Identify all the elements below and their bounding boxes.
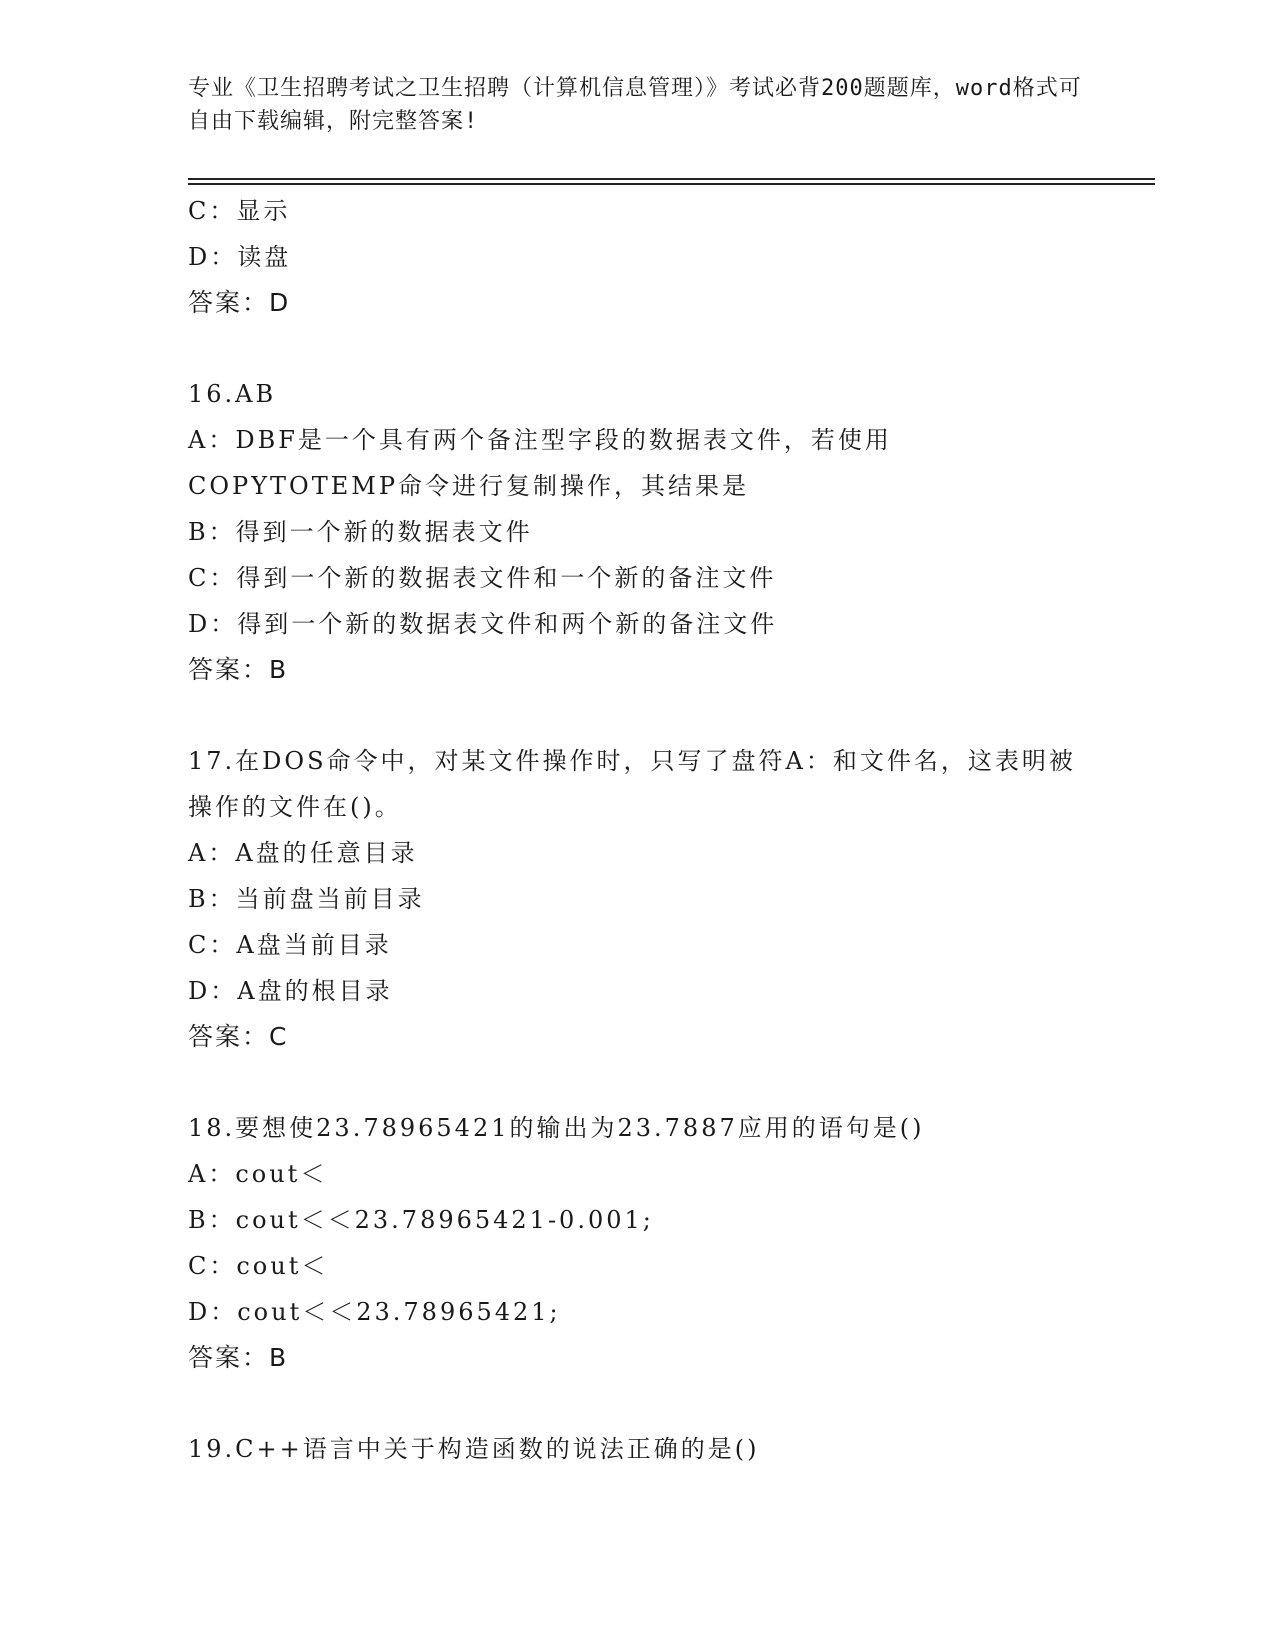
question-title: 19.C++语言中关于构造函数的说法正确的是() — [188, 1435, 760, 1463]
question-19 — [188, 1426, 1088, 1472]
question-title: 18.要想使23.78965421的输出为23.7887应用的语句是() — [188, 1114, 925, 1142]
option-b: B：得到一个新的数据表文件 — [188, 518, 533, 546]
option-c: C：A盘当前目录 — [188, 931, 392, 959]
option-a: A：cout＜ — [188, 1160, 328, 1188]
option-c: C：显示 — [188, 197, 291, 225]
document-header: 专业《卫生招聘考试之卫生招聘（计算机信息管理）》考试必背200题题库，word格式可自由下载编辑，附完整答案! — [188, 76, 1082, 134]
answer-line: 答案：B — [188, 655, 289, 684]
answer-line: 答案：C — [188, 1022, 289, 1051]
answer-line: 答案：D — [188, 288, 291, 317]
header-divider-top — [188, 178, 1155, 180]
question-title: 17.在DOS命令中，对某文件操作时，只写了盘符A：和文件名，这表明被操作的文件在()。 — [188, 747, 1076, 821]
option-b: B：cout＜＜23.78965421-0.001; — [188, 1206, 654, 1234]
option-d: D：得到一个新的数据表文件和两个新的备注文件 — [188, 610, 778, 638]
question-17 — [188, 738, 1088, 1060]
option-d: D：读盘 — [188, 243, 292, 271]
question-16 — [188, 371, 1088, 693]
option-a: A：A盘的任意目录 — [188, 839, 418, 867]
option-b: B：当前盘当前目录 — [188, 885, 425, 913]
option-d: D：A盘的根目录 — [188, 977, 393, 1005]
option-a: A：DBF是一个具有两个备注型字段的数据表文件，若使用COPYTOTEMP命令进行复制操作，其结果是 — [188, 426, 892, 500]
answer-line: 答案：B — [188, 1343, 289, 1372]
prev-question — [188, 188, 1088, 326]
option-c: C：得到一个新的数据表文件和一个新的备注文件 — [188, 564, 777, 592]
header-divider-bottom — [188, 183, 1155, 185]
question-title: 16.AB — [188, 380, 277, 408]
option-c: C：cout＜ — [188, 1252, 329, 1280]
option-d: D：cout＜＜23.78965421; — [188, 1298, 561, 1326]
question-18 — [188, 1105, 1088, 1381]
question-content — [188, 188, 1088, 1472]
